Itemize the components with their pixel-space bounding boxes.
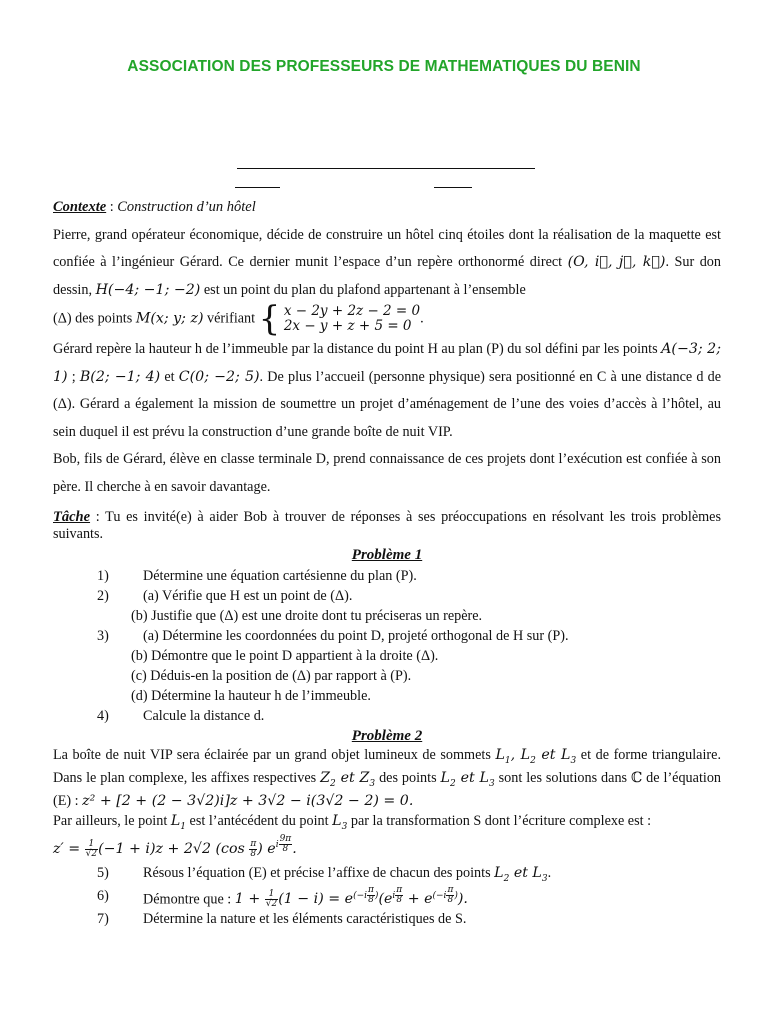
- item-number: 3): [97, 628, 109, 644]
- problem-1-item: [53, 706, 721, 726]
- points-L2-L3-item: $L_2$ et $L_3$: [494, 864, 548, 884]
- point-C: C(0; −2; 5): [178, 368, 260, 385]
- item-text: (b) Démontre que le point D appartient à la droite (Δ).: [131, 648, 439, 664]
- context-text-and: et: [164, 368, 175, 385]
- context-paragraph-2: Gérard repère la hauteur h de l’immeuble par la distance du point H au plan (P) du sol défini par les points A(−3; 2; 1) ; B(2; −1; 4) et C(0; −2; 5). De plus l’accueil (personne physique) sera positionné en C à une distance d de (Δ). Gérard a également la mission de soumettre un projet d’aménagement de l’une des voies d’accès à l’hôtel, au sein duquel il est prévu la construction d’une grande boîte de nuit VIP.: [53, 341, 722, 440]
- vertices-L1-L2-L3: $L_1$, $L_2$ et $L_3$: [495, 747, 577, 766]
- problem-2-item-6: [53, 883, 721, 909]
- equation-system: [258, 299, 421, 339]
- problem-1-item: [53, 606, 721, 626]
- item-number: 6): [97, 887, 109, 904]
- context-subject: Construction d’un hôtel: [117, 199, 256, 215]
- item-text: Démontre que :: [143, 891, 232, 908]
- item-text: Détermine une équation cartésienne du plan (P).: [143, 568, 417, 584]
- p2-intro-b: et de forme triangulaire. Dans le plan complexe, les affixes respectives: [53, 747, 721, 786]
- item-text: (a) Détermine les coordonnées du point D, projeté orthogonal de H sur (P).: [143, 628, 569, 644]
- problem-2-intro: [53, 747, 721, 810]
- item-text: (a) Vérifie que H est un point de (Δ).: [143, 588, 353, 604]
- context-heading: Contexte: [53, 199, 107, 215]
- context-paragraph-3: Bob, fils de Gérard, élève en classe terminale D, prend connaissance de ces projets dont l’exécution est confiée à son père. Il cherche à en savoir davantage.: [53, 451, 721, 495]
- affixes-Z2-Z3: $Z_2$ et $Z_3$: [320, 769, 376, 789]
- problem-1-item: [53, 686, 721, 706]
- document-body: [53, 194, 721, 929]
- context-paragraph-1: Pierre, grand opérateur économique, décide de construire un hôtel cinq étoiles dont la réalisation de la maquette est confiée à l’ingénieur Gérard. Ce dernier munit l’espace d’un repère orthonormé direct (O, i⃗, j⃗, k⃗). Sur don dessin, H(−4; −1; −2) est un point du plan du plafond appartenant à l’ensemble (Δ) des points M(x; y; z) vérifiant { x − 2y + 2z − 2 = 0 2x − y + z + 5 = 0 .: [53, 226, 721, 339]
- problem-2-title: Problème 2: [351, 728, 423, 744]
- transformation-formula: z′ = $\frac{1}{√2}$ (−1 + i)z + 2√2 (cos $\frac{\pi}{8}$ ) $e^{i \frac{9\pi}{8}}$ .: [53, 834, 297, 859]
- points-L2-L3: $L_2$ et $L_3$: [440, 769, 495, 789]
- equation-E: z² + [2 + (2 − 3√2)i]z + 3√2 − i(3√2 − 2) = 0.: [82, 792, 414, 809]
- item-text: (d) Détermine la hauteur h de l’immeuble.: [131, 688, 371, 704]
- context-text-2a: Gérard repère la hauteur h de l’immeuble par la distance du point H au plan (P) du sol défini par les points: [53, 341, 658, 357]
- context-text-delta: (Δ) des points: [53, 310, 133, 327]
- p2-s-c: par la transformation S dont l’écriture complexe est :: [350, 812, 652, 829]
- context-text-verif: vérifiant: [207, 310, 256, 327]
- point-H: H(−4; −1; −2): [95, 281, 201, 298]
- system-equation-2: 2x − y + z + 5 = 0: [283, 318, 412, 334]
- problem-1-item: [53, 566, 721, 586]
- p2-intro-a: La boîte de nuit VIP sera éclairée par un grand objet lumineux de sommets: [53, 747, 491, 763]
- item-number: 4): [97, 708, 109, 724]
- task-paragraph: [53, 509, 721, 543]
- short-line-right: [434, 187, 472, 188]
- item-text: Calcule la distance d.: [143, 708, 265, 724]
- problem-1-item: [53, 626, 721, 646]
- item-text: (b) Justifie que (Δ) est une droite dont tu préciseras un repère.: [131, 608, 483, 624]
- p2-intro-d: sont les solutions dans ℂ de l’équation (E) :: [53, 769, 722, 809]
- item-text: Détermine la nature et les éléments caractéristiques de S.: [143, 910, 467, 927]
- point-M: M(x; y; z): [135, 310, 204, 327]
- context-text-2b: . De plus l’accueil (personne physique) sera positionné en C à une distance d de (Δ). Gérard a également la mission de soumettre un projet d’aménagement de l’une des voies d’accès à l’hôtel, au sein duquel il est prévu la construction d’une grande boîte de nuit VIP.: [53, 368, 722, 440]
- problem-2-item-5: 5) Résous l’équation (E) et précise l’affixe de chacun des points $L_2$ et $L_3$.: [97, 864, 552, 884]
- task-heading: Tâche: [53, 509, 91, 525]
- problem-1-list: [53, 566, 721, 726]
- item-text: Résous l’équation (E) et précise l’affixe de chacun des points: [143, 864, 491, 881]
- context-sep: :: [106, 199, 118, 215]
- system-equation-1: x − 2y + 2z − 2 = 0: [283, 303, 421, 319]
- item-number: 2): [97, 588, 109, 604]
- item-text: (c) Déduis-en la position de (Δ) par rapport à (P).: [131, 668, 412, 684]
- problem-1-title: Problème 1: [351, 547, 423, 563]
- context-text-1a: Pierre, grand opérateur économique, décide de construire un hôtel cinq étoiles dont la réalisation de la maquette est confiée à l’ingénieur Gérard. Ce dernier munit l’espace d’un repère orthonormé direct: [53, 226, 721, 270]
- item-number: 5): [97, 864, 109, 881]
- context-text-1c: est un point du plan du plafond appartenant à l’ensemble: [203, 281, 526, 298]
- task-text: : Tu es invité(e) à aider Bob à trouver de réponses à ses préoccupations en résolvant les trois problèmes suivants.: [53, 509, 721, 542]
- point-L1: $L_1$: [170, 812, 186, 832]
- problem-2-transformation: [53, 813, 721, 859]
- problem-1-item: [53, 646, 721, 666]
- problem-2-item-7: [53, 909, 721, 929]
- context-heading-line: [53, 194, 721, 222]
- point-B: B(2; −1; 4): [79, 368, 161, 385]
- short-line-left: [235, 187, 280, 188]
- signature-line: [237, 168, 535, 169]
- association-title: ASSOCIATION DES PROFESSEURS DE MATHEMATIQUES DU BENIN: [127, 58, 641, 75]
- context-text-1b: . Sur don dessin,: [53, 254, 721, 298]
- p2-s-b: est l’antécédent du point: [189, 812, 329, 829]
- system-brace: {: [258, 299, 281, 339]
- point-A: A(−3; 2; 1): [53, 341, 721, 385]
- problem-1-item: [53, 586, 721, 606]
- problem-1-item: [53, 666, 721, 686]
- frame-notation: (O, i⃗, j⃗, k⃗): [567, 254, 666, 270]
- item-number: 1): [97, 568, 109, 584]
- p2-s-a: Par ailleurs, le point: [53, 812, 168, 829]
- identity-formula: 1 + $\frac{1}{√2}$ $(1 - i) = e^{(-i \frac{\pi}{8} )}(e^{i \frac{\pi}{8}}$ + $e^{(-i \frac{\pi}{8} )}$).: [234, 884, 468, 909]
- point-L3: $L_3$: [332, 812, 348, 832]
- item-number: 7): [97, 910, 109, 927]
- p2-intro-c: des points: [379, 769, 437, 786]
